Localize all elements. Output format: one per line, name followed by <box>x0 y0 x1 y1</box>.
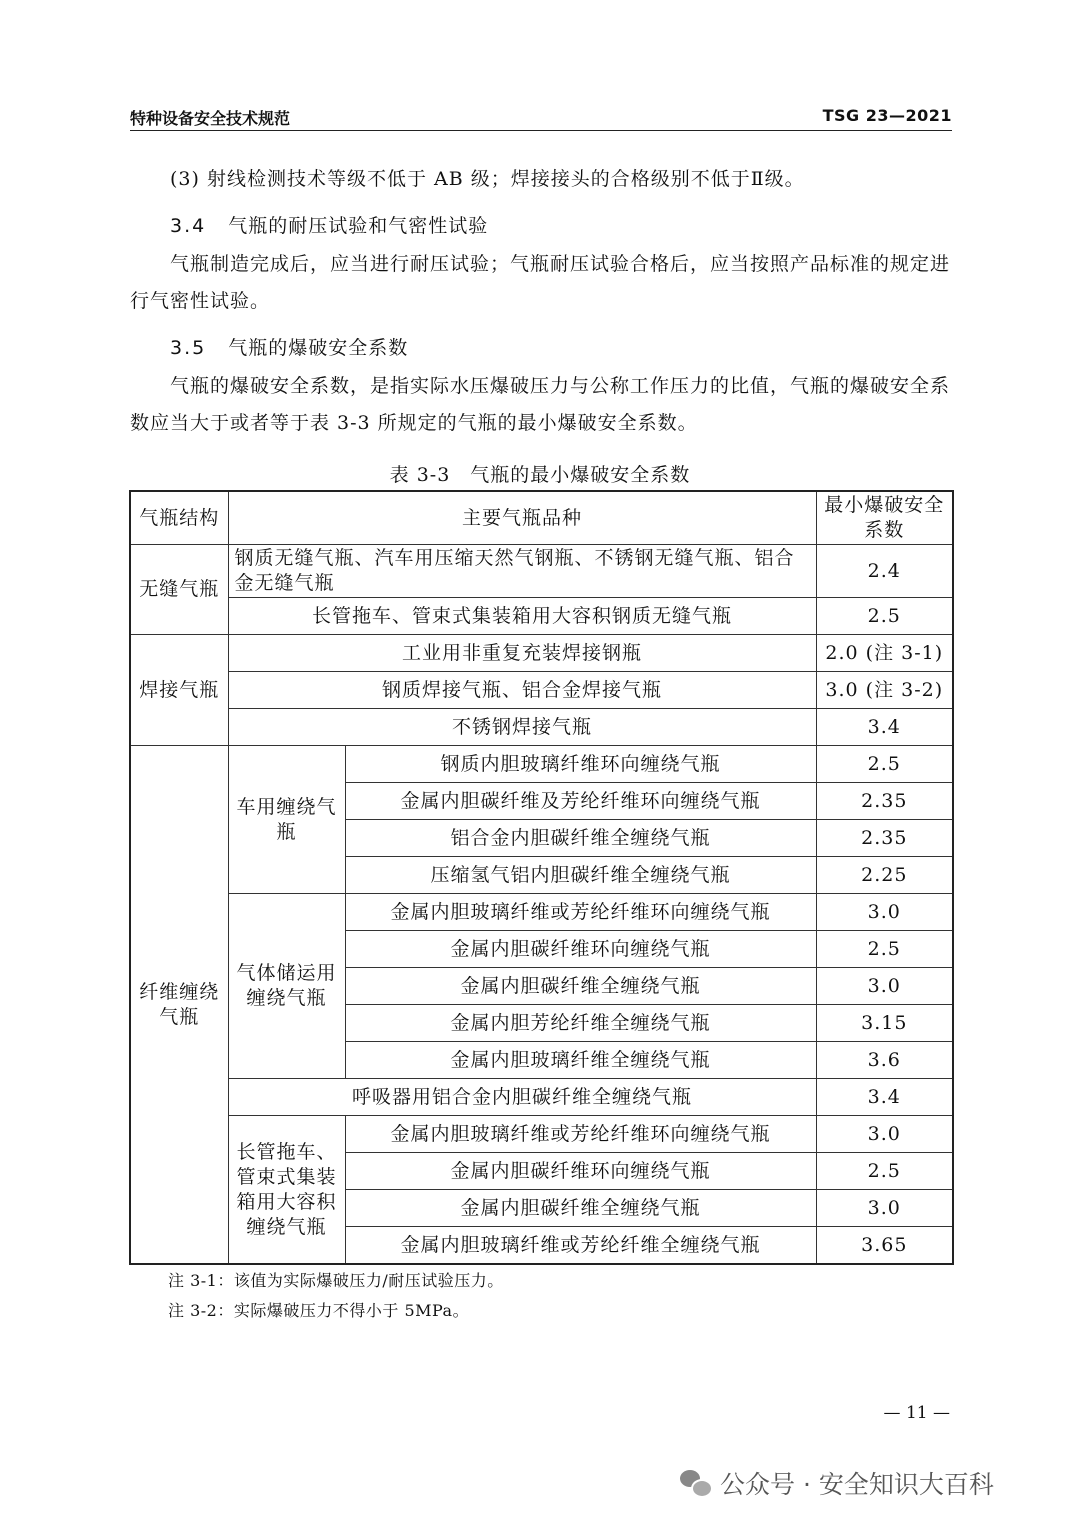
variety-cell: 金属内胆碳纤维环向缠绕气瓶 <box>345 931 816 968</box>
paragraph-pressure-test: 气瓶制造完成后，应当进行耐压试验；气瓶耐压试验合格后，应当按照产品标准的规定进行气密性试验。 <box>130 253 951 312</box>
variety-cell: 金属内胆玻璃纤维或芳纶纤维环向缠绕气瓶 <box>345 1116 816 1153</box>
variety-cell: 长管拖车、管束式集装箱用大容积钢质无缝气瓶 <box>228 598 816 635</box>
table-row <box>130 894 953 931</box>
group-welded: 焊接气瓶 <box>130 635 228 746</box>
factor-cell: 3.0 <box>816 894 953 931</box>
factor-cell: 3.6 <box>816 1042 953 1079</box>
variety-cell: 钢质焊接气瓶、铝合金焊接气瓶 <box>228 672 816 709</box>
subgroup-vehicle: 车用缠绕气瓶 <box>228 746 345 894</box>
header-factor: 最小爆破安全系数 <box>816 491 953 545</box>
brand-footer <box>680 1465 994 1501</box>
variety-cell: 金属内胆芳纶纤维全缠绕气瓶 <box>345 1005 816 1042</box>
table-row <box>130 746 953 783</box>
variety-cell: 金属内胆玻璃纤维或芳纶纤维全缠绕气瓶 <box>345 1227 816 1265</box>
variety-cell: 不锈钢焊接气瓶 <box>228 709 816 746</box>
section-number: 3.5 <box>170 337 207 359</box>
variety-cell: 金属内胆碳纤维全缠绕气瓶 <box>345 1190 816 1227</box>
factor-cell: 3.0 <box>816 1190 953 1227</box>
variety-cell: 压缩氢气铝内胆碳纤维全缠绕气瓶 <box>345 857 816 894</box>
variety-cell: 钢质无缝气瓶、汽车用压缩天然气钢瓶、不锈钢无缝气瓶、铝合金无缝气瓶 <box>228 545 816 598</box>
header-variety: 主要气瓶品种 <box>228 491 816 545</box>
factor-cell: 3.65 <box>816 1227 953 1265</box>
header-structure: 气瓶结构 <box>130 491 228 545</box>
factor-cell: 2.35 <box>816 783 953 820</box>
table-row <box>130 1079 953 1116</box>
table-row <box>130 709 953 746</box>
section-3-5-heading <box>170 333 408 360</box>
table-row <box>130 1116 953 1153</box>
variety-cell: 铝合金内胆碳纤维全缠绕气瓶 <box>345 820 816 857</box>
subgroup-storage: 气体储运用缠绕气瓶 <box>228 894 345 1079</box>
group-seamless: 无缝气瓶 <box>130 545 228 635</box>
table-note-2: 注 3-2：实际爆破压力不得小于 5MPa。 <box>168 1301 470 1320</box>
burst-factor-table <box>129 490 954 1265</box>
table-note-1: 注 3-1：该值为实际爆破压力/耐压试验压力。 <box>168 1271 504 1290</box>
factor-cell: 2.25 <box>816 857 953 894</box>
variety-cell: 金属内胆玻璃纤维全缠绕气瓶 <box>345 1042 816 1079</box>
section-number: 3.4 <box>170 215 207 237</box>
section-3-4-heading <box>170 211 488 238</box>
factor-cell: 3.0 <box>816 1116 953 1153</box>
factor-cell: 3.4 <box>816 1079 953 1116</box>
table-caption: 表 3-3 气瓶的最小爆破安全系数 <box>389 464 691 486</box>
table-row <box>130 672 953 709</box>
factor-cell: 2.5 <box>816 746 953 783</box>
variety-cell: 钢质内胆玻璃纤维环向缠绕气瓶 <box>345 746 816 783</box>
factor-cell: 3.4 <box>816 709 953 746</box>
table-row <box>130 545 953 598</box>
page-number: — 11 — <box>883 1403 950 1423</box>
factor-cell: 2.4 <box>816 545 953 598</box>
header-code: TSG 23—2021 <box>822 106 952 125</box>
section-title: 气瓶的爆破安全系数 <box>228 337 409 359</box>
wechat-icon <box>680 1470 710 1496</box>
variety-cell: 金属内胆碳纤维及芳纶纤维环向缠绕气瓶 <box>345 783 816 820</box>
subgroup-tube-trailer: 长管拖车、管束式集装箱用大容积缠绕气瓶 <box>228 1116 345 1265</box>
page-header <box>130 104 952 131</box>
paragraph-burst-factor: 气瓶的爆破安全系数，是指实际水压爆破压力与公称工作压力的比值，气瓶的爆破安全系数应当大于或者等于表 3-3 所规定的气瓶的最小爆破安全系数。 <box>130 375 951 434</box>
table-row <box>130 635 953 672</box>
section-title: 气瓶的耐压试验和气密性试验 <box>228 215 489 237</box>
factor-cell: 2.5 <box>816 598 953 635</box>
header-title: 特种设备安全技术规范 <box>130 109 291 128</box>
paragraph-radiography: (3) 射线检测技术等级不低于 AB 级；焊接接头的合格级别不低于Ⅱ级。 <box>170 168 805 190</box>
factor-cell: 2.35 <box>816 820 953 857</box>
variety-cell: 金属内胆碳纤维环向缠绕气瓶 <box>345 1153 816 1190</box>
table-row <box>130 598 953 635</box>
factor-cell: 3.0 (注 3-2) <box>816 672 953 709</box>
variety-cell: 金属内胆玻璃纤维或芳纶纤维环向缠绕气瓶 <box>345 894 816 931</box>
variety-cell: 金属内胆碳纤维全缠绕气瓶 <box>345 968 816 1005</box>
brand-text: 公众号 · 安全知识大百科 <box>720 1470 994 1499</box>
variety-cell: 工业用非重复充装焊接钢瓶 <box>228 635 816 672</box>
factor-cell: 2.0 (注 3-1) <box>816 635 953 672</box>
table-header-row <box>130 491 953 545</box>
factor-cell: 2.5 <box>816 1153 953 1190</box>
factor-cell: 3.0 <box>816 968 953 1005</box>
variety-cell: 呼吸器用铝合金内胆碳纤维全缠绕气瓶 <box>228 1079 816 1116</box>
group-fiber: 纤维缠绕气瓶 <box>130 746 228 1265</box>
factor-cell: 3.15 <box>816 1005 953 1042</box>
factor-cell: 2.5 <box>816 931 953 968</box>
